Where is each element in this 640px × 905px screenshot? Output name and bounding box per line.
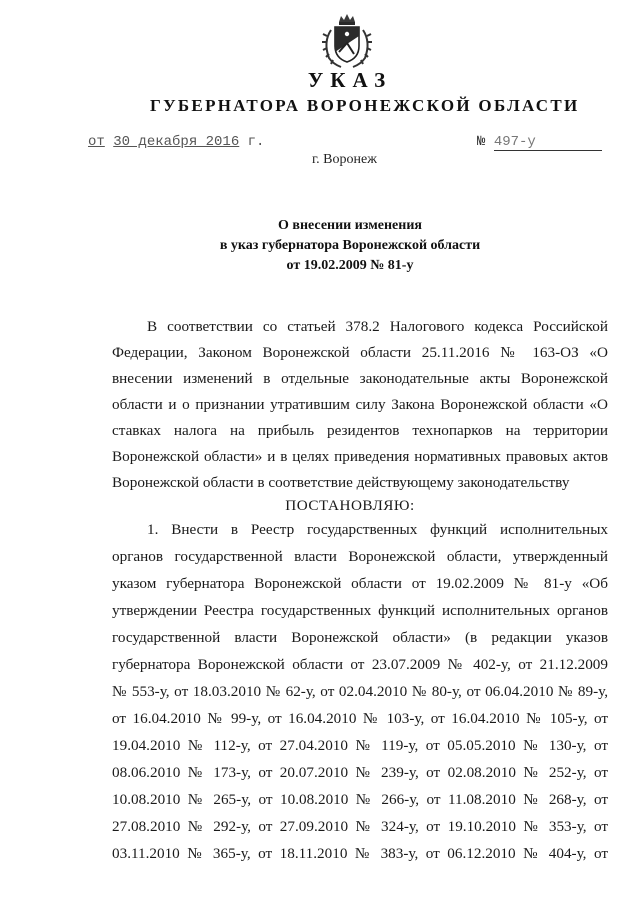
- text-line: от 16.04.2010 № 99-у, от 16.04.2010 № 103-у, от 16.04.2010 № 105-у, от: [112, 710, 608, 727]
- text-line: 27.08.2010 № 292-у, от 27.09.2010 № 324-у, от 19.10.2010 № 353-у, от: [112, 818, 608, 835]
- text-line: области и о признании утратившим силу Закона Воронежской области «О: [112, 396, 608, 413]
- text-line: органов государственной власти Воронежской области, утвержденный: [112, 548, 608, 565]
- text-line: В соответствии со статьей 378.2 Налогового кодекса Российской: [147, 318, 608, 335]
- text-line: указом губернатора Воронежской области от 19.02.2009 № 81-у «Об: [112, 575, 608, 592]
- text-line: 19.04.2010 № 112-у, от 27.04.2010 № 119-у, от 05.05.2010 № 130-у, от: [112, 737, 608, 754]
- text-line: утверждении Реестра государственных функций исполнительных органов: [112, 602, 608, 619]
- text-line: ставках налога на прибыль резидентов технопарков на территории: [112, 422, 608, 439]
- city-label: г. Воронеж: [312, 152, 377, 167]
- text-line: № 553-у, от 18.03.2010 № 62-у, от 02.04.2010 № 80-у, от 06.04.2010 № 89-у,: [112, 683, 608, 700]
- coat-of-arms-icon: [317, 12, 377, 70]
- date-field: [88, 134, 264, 150]
- text-line: государственной власти Воронежской области» (в редакции указов: [112, 629, 608, 646]
- text-line: Федерации, Законом Воронежской области 25.11.2016 № 163-ОЗ «О: [112, 344, 608, 361]
- date-prefix: от: [88, 134, 105, 150]
- text-line: Воронежской области в соответствие действующему законодательству: [112, 474, 570, 491]
- document-type-title: УКАЗ: [307, 68, 393, 92]
- text-line: 08.06.2010 № 173-у, от 20.07.2010 № 239-у, от 02.08.2010 № 252-у, от: [112, 764, 608, 781]
- number-prefix: №: [477, 134, 486, 150]
- heading-line: в указ губернатора Воронежской области: [219, 238, 481, 253]
- date-value: 30 декабря 2016: [113, 134, 240, 150]
- heading-line: от 19.02.2009 № 81-у: [286, 258, 414, 273]
- date-suffix: г.: [247, 134, 265, 150]
- text-line: Воронежской области» и в целях приведения нормативных правовых актов: [112, 448, 608, 465]
- text-line: 1. Внести в Реестр государственных функций исполнительных: [147, 521, 608, 538]
- text-line: внесении изменений в отдельные законодательные акты Воронежской: [112, 370, 608, 387]
- number-field: [477, 134, 602, 151]
- text-line: губернатора Воронежской области от 23.07.2009 № 402-у, от 21.12.2009: [112, 656, 608, 673]
- issuer-title: ГУБЕРНАТОРА ВОРОНЕЖСКОЙ ОБЛАСТИ: [150, 96, 580, 115]
- text-line: 10.08.2010 № 265-у, от 10.08.2010 № 266-у, от 11.08.2010 № 268-у, от: [112, 791, 608, 808]
- number-value: 497-у: [494, 134, 602, 151]
- text-line: 03.11.2010 № 365-у, от 18.11.2010 № 383-у, от 06.12.2010 № 404-у, от: [112, 845, 608, 862]
- decree-word: ПОСТАНОВЛЯЮ:: [285, 497, 415, 514]
- heading-line: О внесении изменения: [278, 218, 422, 233]
- document-heading: [0, 216, 640, 276]
